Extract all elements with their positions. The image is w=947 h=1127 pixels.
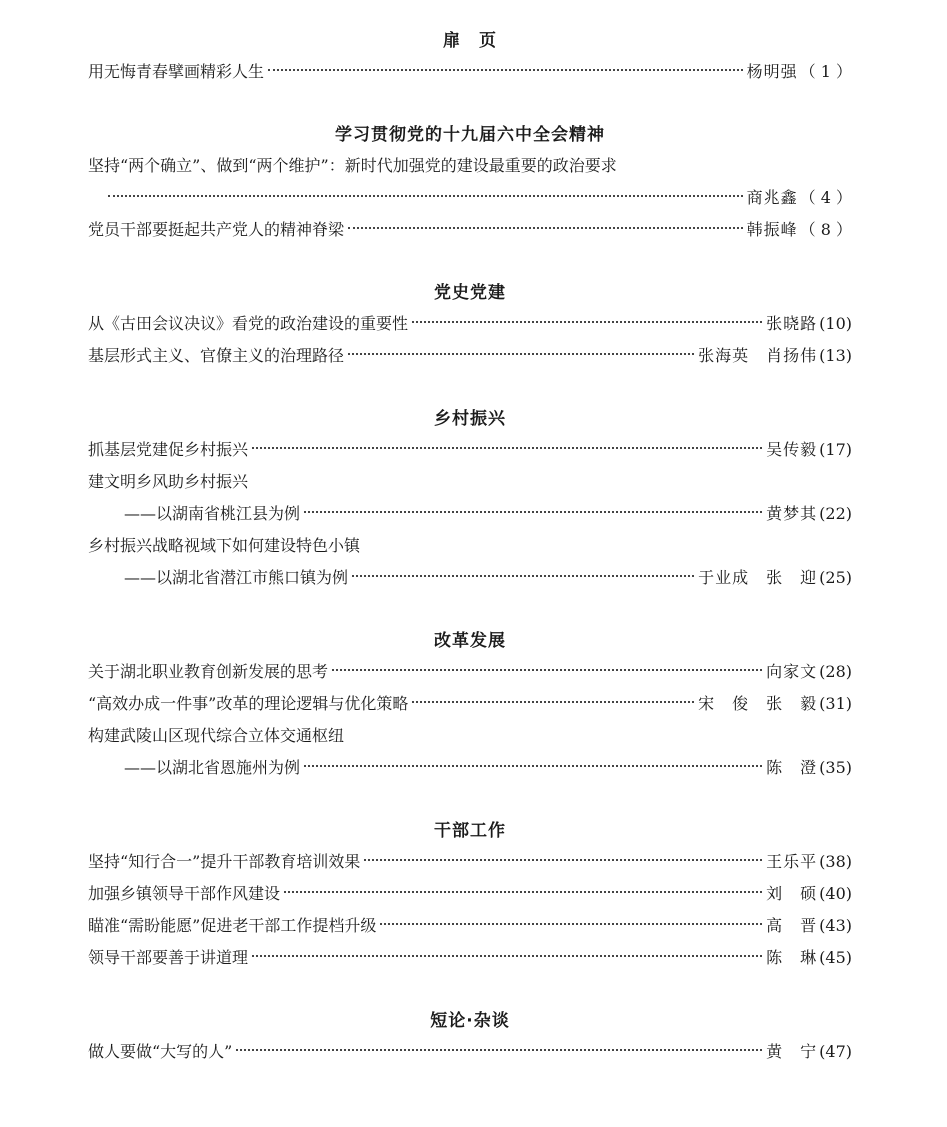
section-gap [88,246,852,278]
dot-leader [284,891,762,893]
entry-page: (13) [819,346,852,365]
section-rural [88,404,852,594]
dot-leader [252,955,762,957]
dot-leader [380,923,762,925]
entry-author: 宋 俊 张 毅 [698,694,818,713]
entry-title: 用无悔青春擘画精彩人生 [88,62,265,81]
toc-entry[interactable] [88,910,852,942]
toc-entry[interactable] [88,308,852,340]
section-title: 学习贯彻党的十九届六中全会精神 [335,125,605,145]
entry-author: 黄梦其 [766,504,818,523]
entry-title: 领导干部要善于讲道理 [88,948,249,967]
entry-author: 韩振峰 [746,220,798,239]
entry-title: 党员干部要挺起共产党人的精神脊梁 [88,220,345,239]
toc-entry[interactable] [88,498,852,530]
toc-page [88,26,852,1068]
toc-entry[interactable] [88,214,852,246]
entry-page: （ 8 ） [799,220,852,239]
section-reform [88,626,852,784]
entry-subtitle: ——以湖南省桃江县为例 [124,504,301,523]
section-title: 扉 页 [443,31,497,51]
entry-title: 做人要做“大写的人” [88,1042,233,1061]
section-title: 干部工作 [434,821,506,841]
entry-title: 加强乡镇领导干部作风建设 [88,884,281,903]
section-title: 党史党建 [434,283,506,303]
entry-author: 向家文 [766,662,818,681]
toc-entry[interactable] [88,752,852,784]
dot-leader [252,447,762,449]
entry-author: 陈 琳 [766,948,818,967]
entry-title: 基层形式主义、官僚主义的治理路径 [88,346,345,365]
section-study [88,120,852,246]
dot-leader [348,353,694,355]
toc-entry[interactable] [88,56,852,88]
entry-page: (22) [819,504,852,523]
entry-title: “高效办成一件事”改革的理论逻辑与优化策略 [88,694,409,713]
section-gap [88,372,852,404]
entry-title: 抓基层党建促乡村振兴 [88,440,249,459]
entry-page: (17) [819,440,852,459]
dot-leader [352,575,694,577]
entry-author: 黄 宁 [766,1042,818,1061]
entry-author: 张海英 肖扬伟 [698,346,818,365]
section-party-history [88,278,852,372]
entry-page: （ 1 ） [799,62,852,81]
entry-author: 商兆鑫 [746,188,798,207]
entry-author: 刘 硕 [766,884,818,903]
entry-author: 于业成 张 迎 [698,568,818,587]
toc-entry[interactable] [88,688,852,720]
entry-page: (35) [819,758,852,777]
section-gap [88,974,852,1006]
entry-title[interactable]: 乡村振兴战略视域下如何建设特色小镇 [88,536,361,555]
entry-page: (10) [819,314,852,333]
toc-entry[interactable] [88,878,852,910]
section-cadre [88,816,852,974]
dot-leader [108,195,743,197]
section-title: 改革发展 [434,631,506,651]
dot-leader [364,859,762,861]
entry-author: 吴传毅 [766,440,818,459]
entry-page: (28) [819,662,852,681]
entry-author: 王乐平 [766,852,818,871]
toc-entry[interactable] [88,340,852,372]
entry-title[interactable]: 坚持“两个确立”、做到“两个维护”：新时代加强党的建设最重要的政治要求 [88,156,617,175]
section-gap [88,784,852,816]
entry-page: （ 4 ） [799,188,852,207]
dot-leader [268,69,743,71]
entry-page: (40) [819,884,852,903]
entry-subtitle: ——以湖北省恩施州为例 [124,758,301,777]
dot-leader [236,1049,762,1051]
section-feiye [88,26,852,88]
toc-entry[interactable] [88,942,852,974]
toc-entry[interactable] [88,1036,852,1068]
dot-leader [348,227,743,229]
section-essays [88,1006,852,1068]
entry-title[interactable]: 构建武陵山区现代综合立体交通枢纽 [88,726,345,745]
entry-title: 瞄准“需盼能愿”促进老干部工作提档升级 [88,916,377,935]
entry-page: (31) [819,694,852,713]
dot-leader [412,321,762,323]
section-title: 乡村振兴 [434,409,506,429]
entry-author: 高 晋 [766,916,818,935]
dot-leader [304,511,762,513]
toc-entry[interactable] [88,846,852,878]
entry-page: (43) [819,916,852,935]
entry-subtitle: ——以湖北省潜江市熊口镇为例 [124,568,349,587]
toc-entry[interactable] [88,434,852,466]
dot-leader [332,669,762,671]
section-title: 短论·杂谈 [430,1011,510,1031]
entry-title: 关于湖北职业教育创新发展的思考 [88,662,329,681]
section-gap [88,88,852,120]
section-gap [88,594,852,626]
entry-page: (47) [819,1042,852,1061]
entry-author: 杨明强 [746,62,798,81]
toc-entry[interactable] [88,656,852,688]
entry-title: 从《古田会议决议》看党的政治建设的重要性 [88,314,409,333]
toc-entry[interactable] [88,562,852,594]
entry-title: 坚持“知行合一”提升干部教育培训效果 [88,852,361,871]
toc-entry[interactable] [88,182,852,214]
entry-page: (38) [819,852,852,871]
dot-leader [304,765,762,767]
entry-page: (25) [819,568,852,587]
entry-title[interactable]: 建文明乡风助乡村振兴 [88,472,249,491]
entry-author: 张晓路 [766,314,818,333]
dot-leader [412,701,694,703]
entry-author: 陈 澄 [766,758,818,777]
entry-page: (45) [819,948,852,967]
